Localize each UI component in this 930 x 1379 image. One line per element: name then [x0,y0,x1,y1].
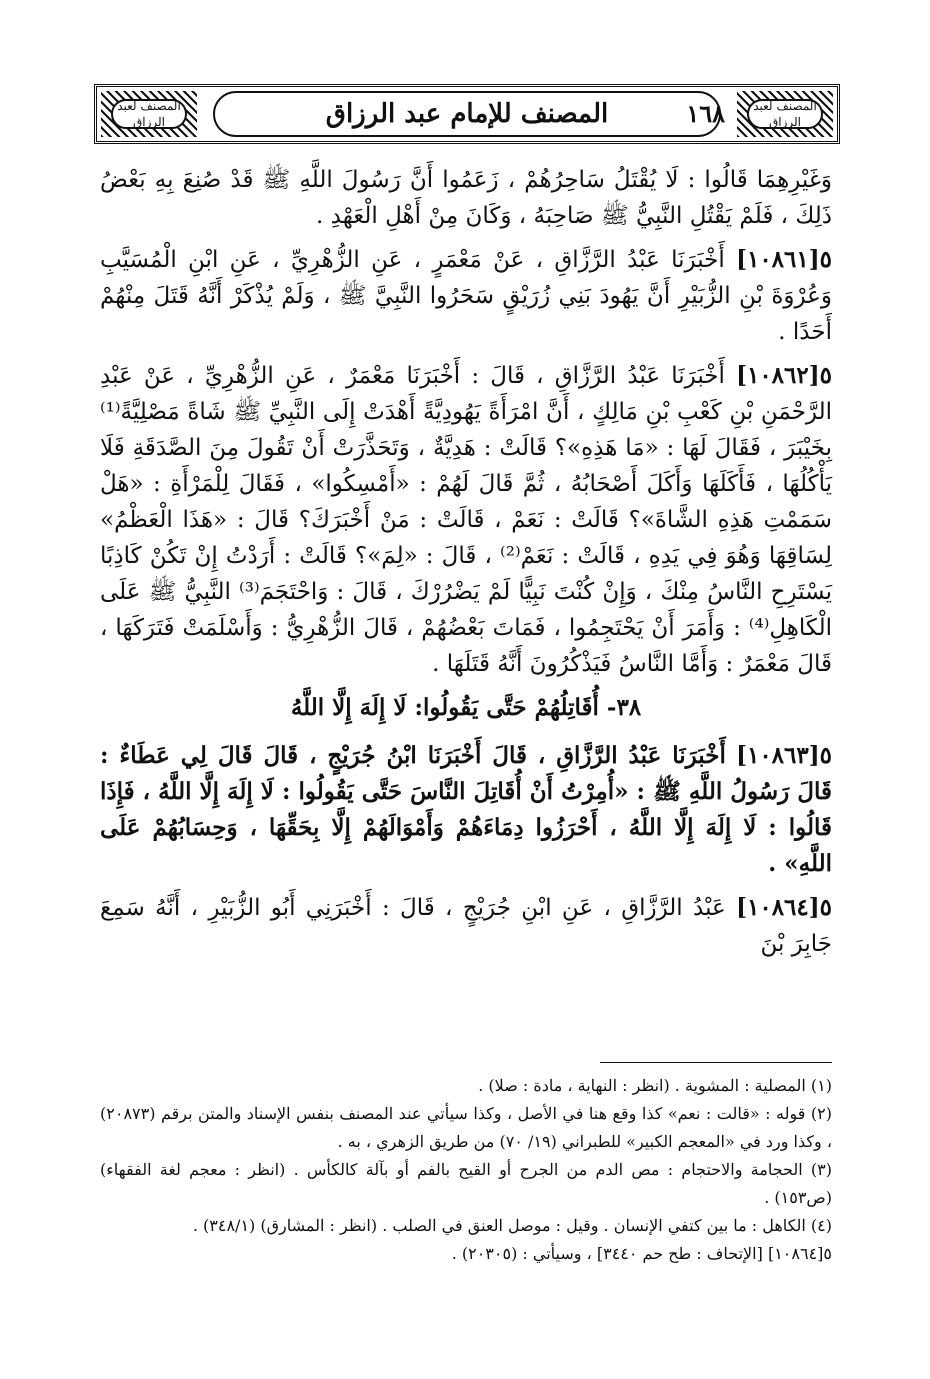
hadith-number: ٥[١٠٨٦٤] [736,894,833,921]
hadith-number: ٥[١٠٨٦١] [736,246,832,273]
paragraph-10862 [100,358,832,682]
page-number: ١٦٨ [686,99,725,128]
footnotes [100,1072,832,1268]
footnote-3: (٣) الحجامة والاحتجام : مص الدم من الجرح أو القيح بالفم أو بآلة كالكأس . (انظر : معجم لغة الفقهاء) (ص١٥٣) . [100,1160,832,1207]
header-title-box [213,91,721,137]
footnote-divider [600,1062,832,1063]
section-heading: ٣٨- أُقَاتِلُهُمْ حَتَّى يَقُولُوا: لَا إِلَهَ إِلَّا اللَّهُ [290,694,642,721]
hadith-text: عَبْدُ الرَّزَّاقِ ، عَنِ ابْنِ جُرَيْجٍ ، قَالَ : أَخْبَرَنِي أَبُو الزُّبَيْرِ ، أَنَّهُ سَمِعَ جَابِرَ بْنَ [100,895,832,957]
footnote-ref-10864: ٥[١٠٨٦٤] [الإتحاف : طح حم ٣٤٤٠] ، وسيأتي : (٢٠٣٠٥) . [451,1244,832,1263]
hadith-text: أَخْبَرَنَا عَبْدُ الرَّزَّاقِ ، قَالَ أَخْبَرَنَا ابْنُ جُرَيْجٍ ، قَالَ قَالَ لِي عَطَاءٌ : قَالَ رَسُولُ اللَّهِ ﷺ : «أُمِرْتُ أَنْ أُقَاتِلَ النَّاسَ حَتَّى يَقُولُوا : لَا إِلَهَ إِلَّا اللَّهُ ، فَإِذَا قَالُوا : لَا إِلَهَ إِلَّا اللَّهُ ، أَحْرَزُوا دِمَاءَهُمْ وَأَمْوَالَهُمْ إِلَّا بِحَقِّهَا ، وَحِسَابُهُمْ عَلَى اللَّهِ» . [100,742,832,877]
hadith-text: أَخْبَرَنَا عَبْدُ الرَّزَّاقِ ، عَنْ مَعْمَرٍ ، عَنِ الزُّهْرِيِّ ، عَنِ ابْنِ الْمُسَيَّبِ وَعُرْوَةَ بْنِ الزُّبَيْرِ أَنَّ يَهُودَ بَنِي زُرَيْقٍ سَحَرُوا النَّبِيَّ ﷺ ، وَلَمْ يُذْكَرْ أَنَّهُ قَتَلَ مِنْهُمْ أَحَدًا . [100,247,832,345]
page-title: المصنف للإمام عبد الرزاق [325,99,609,129]
header-ornament-left [101,91,197,137]
paragraph-10861 [100,242,832,350]
seal-text-left: المصنف لعبد الرزاق [117,99,181,129]
page-header [94,84,840,144]
paragraph-10863 [100,738,832,882]
seal-text-right: المصنف لعبد الرزاق [753,99,817,129]
main-text [100,162,832,970]
footnote-2: (٢) قوله : «قالت : نعم» كذا وقع هنا في الأصل ، وكذا سيأتي عند المصنف بنفس الإسناد والمتن برقم (٢٠٨٧٣) ، وكذا ورد في «المعجم الكبير» للطبراني (١٩/ ٧٠) من طريق الزهري ، به . [100,1104,832,1151]
hadith-text: أَخْبَرَنَا عَبْدُ الرَّزَّاقِ ، قَالَ : أَخْبَرَنَا مَعْمَرٌ ، عَنِ الزُّهْرِيِّ ، عَنْ عَبْدِ الرَّحْمَنِ بْنِ كَعْبِ بْنِ مَالِكٍ ، أَنَّ امْرَأَةً يَهُودِيَّةً أَهْدَتْ إِلَى النَّبِيِّ ﷺ شَاةً مَصْلِيَّةً⁽¹⁾ بِخَيْبَرَ ، فَقَالَ لَهَا : «مَا هَذِهِ»؟ قَالَتْ : هَدِيَّةٌ ، وَتَحَذَّرَتْ أَنْ تَقُولَ مِنَ الصَّدَقَةِ فَلَا يَأْكُلُهَا ، فَأَكَلَهَا وَأَكَلَ أَصْحَابُهُ ، ثُمَّ قَالَ لَهُمْ : «أَمْسِكُوا» ، فَقَالَ لِلْمَرْأَةِ : «هَلْ سَمَمْتِ هَذِهِ الشَّاةَ»؟ قَالَتْ : نَعَمْ ، قَالَتْ : مَنْ أَخْبَرَكَ؟ قَالَ : «هَذَا الْعَظْمُ» لِسَاقِهَا وَهُوَ فِي يَدِهِ ، قَالَتْ : نَعَمْ⁽²⁾ ، قَالَ : «لِمَ»؟ قَالَتْ : أَرَدْتُ إِنْ تَكُنْ كَاذِبًا يَسْتَرِحِ النَّاسُ مِنْكَ ، وَإِنْ كُنْتَ نَبِيًّا لَمْ يَضْرُرْكَ ، قَالَ : وَاحْتَجَمَ⁽³⁾ النَّبِيُّ ﷺ عَلَى الْكَاهِلِ⁽⁴⁾ : وَأَمَرَ أَنْ يَحْتَجِمُوا ، فَمَاتَ بَعْضُهُمْ ، قَالَ الزُّهْرِيُّ : وَأَسْلَمَتْ فَتَرَكَهَا ، قَالَ مَعْمَرٌ : وَأَمَّا النَّاسُ فَيَذْكُرُونَ أَنَّهُ قَتَلَهَا . [100,363,833,677]
hadith-number: ٥[١٠٨٦٢] [736,362,832,389]
hadith-number: ٥[١٠٨٦٣] [736,742,832,769]
header-seal-right [747,99,823,129]
paragraph-1: وَغَيْرِهِمَا قَالُوا : لَا يُقْتَلُ سَاحِرُهُمْ ، زَعَمُوا أَنَّ رَسُولَ اللَّهِ ﷺ قَدْ صُنِعَ بِهِ بَعْضُ ذَلِكَ ، فَلَمْ يَقْتُلِ النَّبِيُّ ﷺ صَاحِبَهُ ، وَكَانَ مِنْ أَهْلِ الْعَهْدِ . [100,167,832,229]
header-ornament-right [737,91,833,137]
footnote-4: (٤) الكاهل : ما بين كتفي الإنسان . وقيل : موصل العنق في الصلب . (انظر : المشارق) (٣٤٨/١) . [192,1216,832,1235]
footnote-1: (١) المصلية : المشوية . (انظر : النهاية ، مادة : صلا) . [478,1076,832,1095]
paragraph-10864 [100,890,832,962]
header-seal-left [111,99,187,129]
